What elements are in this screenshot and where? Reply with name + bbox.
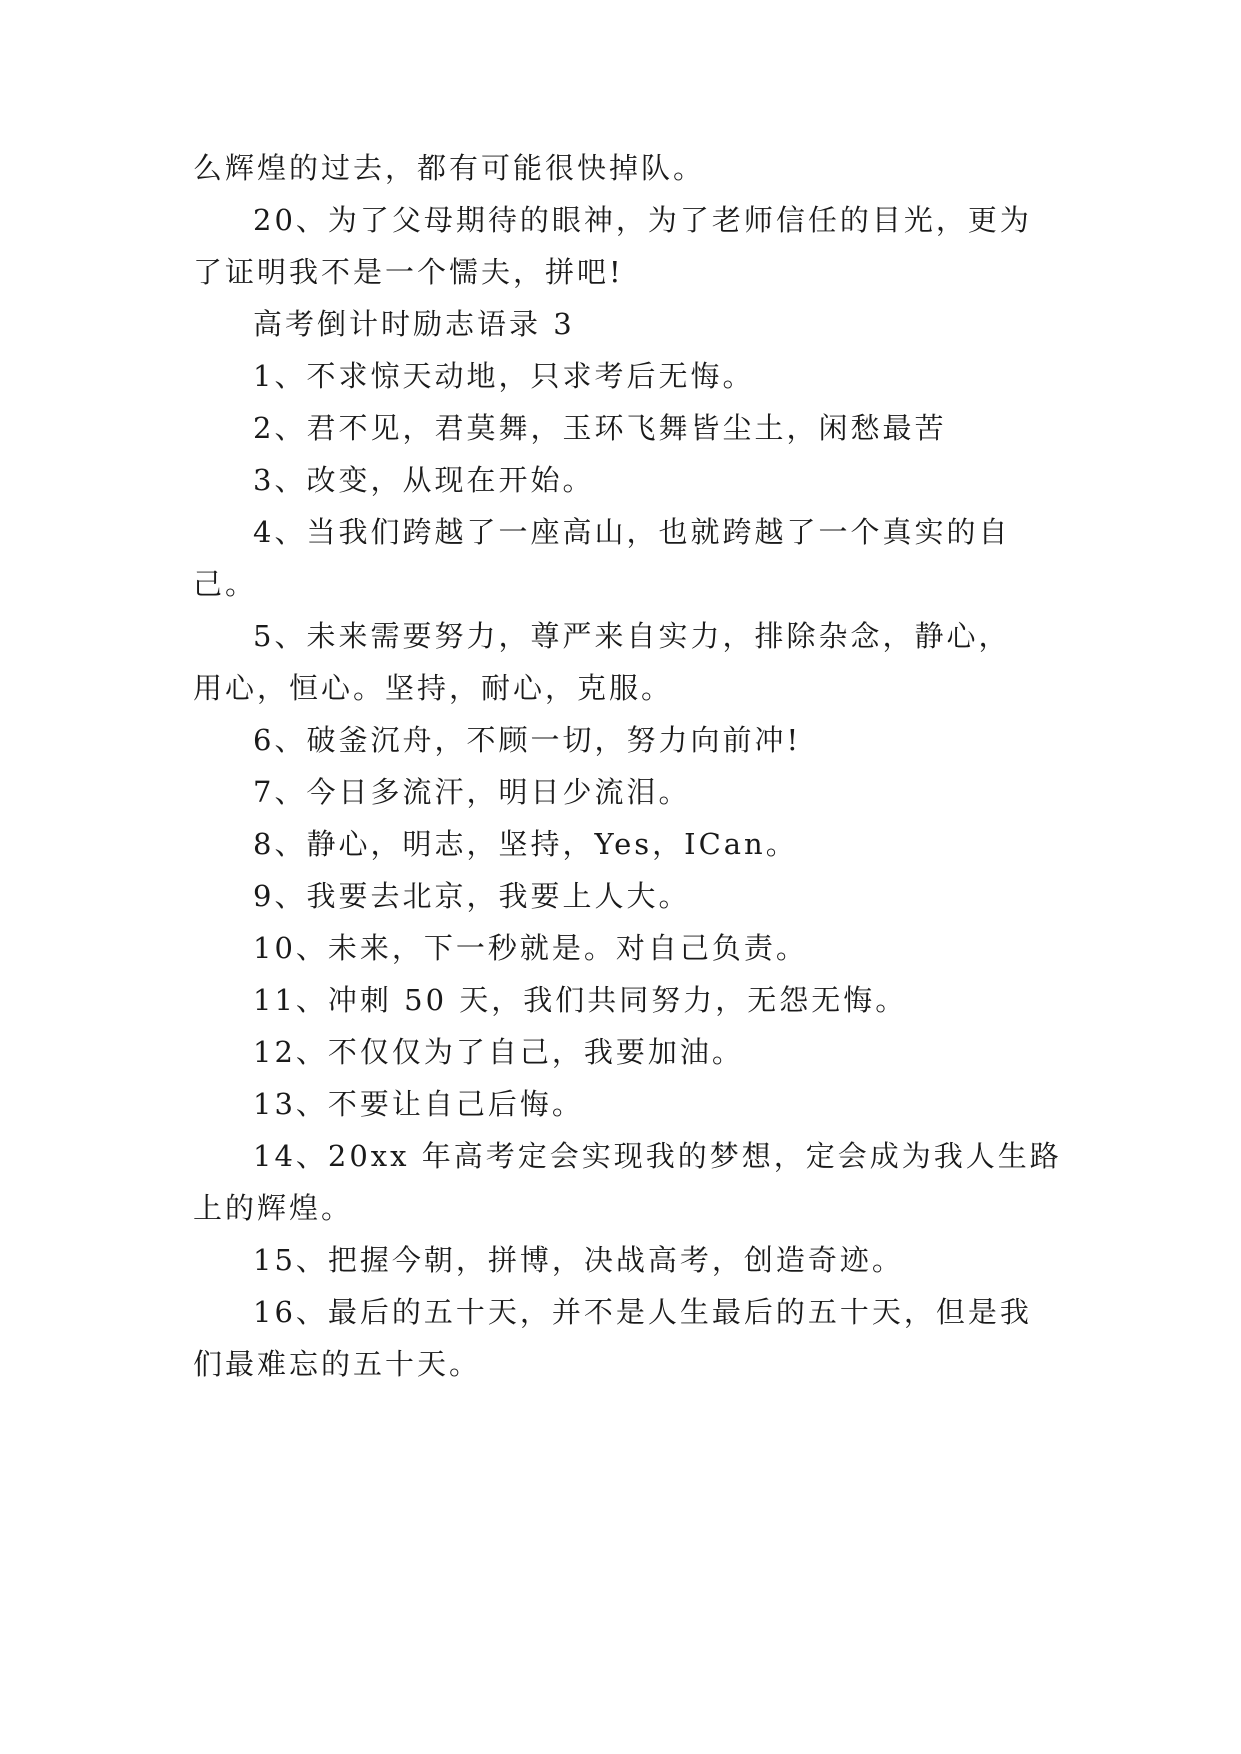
paragraph-line: 了证明我不是一个懦夫，拼吧! [193,255,624,289]
list-item: 9、我要去北京，我要上人大。 [253,879,691,913]
list-item-continuation: 上的辉煌。 [193,1191,354,1225]
list-item: 12、不仅仅为了自己，我要加油。 [253,1035,744,1069]
paragraph-line: 20、为了父母期待的眼神，为了老师信任的目光，更为 [253,203,1032,237]
paragraph-line: 么辉煌的过去，都有可能很快掉队。 [193,151,706,185]
list-item: 11、冲刺 50 天，我们共同努力，无怨无悔。 [253,983,908,1017]
list-item-continuation: 己。 [193,567,258,601]
list-item: 8、静心，明志，坚持，Yes，ICan。 [253,827,798,861]
list-item: 3、改变，从现在开始。 [253,463,595,497]
list-item-continuation: 用心，恒心。坚持，耐心，克服。 [193,671,674,705]
list-item: 15、把握今朝，拼博，决战高考，创造奇迹。 [253,1243,904,1277]
list-item: 5、未来需要努力，尊严来自实力，排除杂念，静心， [253,619,1011,653]
list-item-continuation: 们最难忘的五十天。 [193,1347,482,1381]
list-item: 14、20xx 年高考定会实现我的梦想，定会成为我人生路 [253,1139,1062,1173]
list-item: 4、当我们跨越了一座高山，也就跨越了一个真实的自 [253,515,1011,549]
section-heading: 高考倒计时励志语录 3 [253,307,575,341]
list-item: 16、最后的五十天，并不是人生最后的五十天，但是我 [253,1295,1032,1329]
list-item: 1、不求惊天动地，只求考后无悔。 [253,359,755,393]
list-item: 10、未来，下一秒就是。对自己负责。 [253,931,808,965]
list-item: 7、今日多流汗，明日少流泪。 [253,775,691,809]
list-item: 13、不要让自己后悔。 [253,1087,584,1121]
list-item: 6、破釜沉舟，不顾一切，努力向前冲! [253,723,802,757]
list-item: 2、君不见，君莫舞，玉环飞舞皆尘土，闲愁最苦 [253,411,947,445]
